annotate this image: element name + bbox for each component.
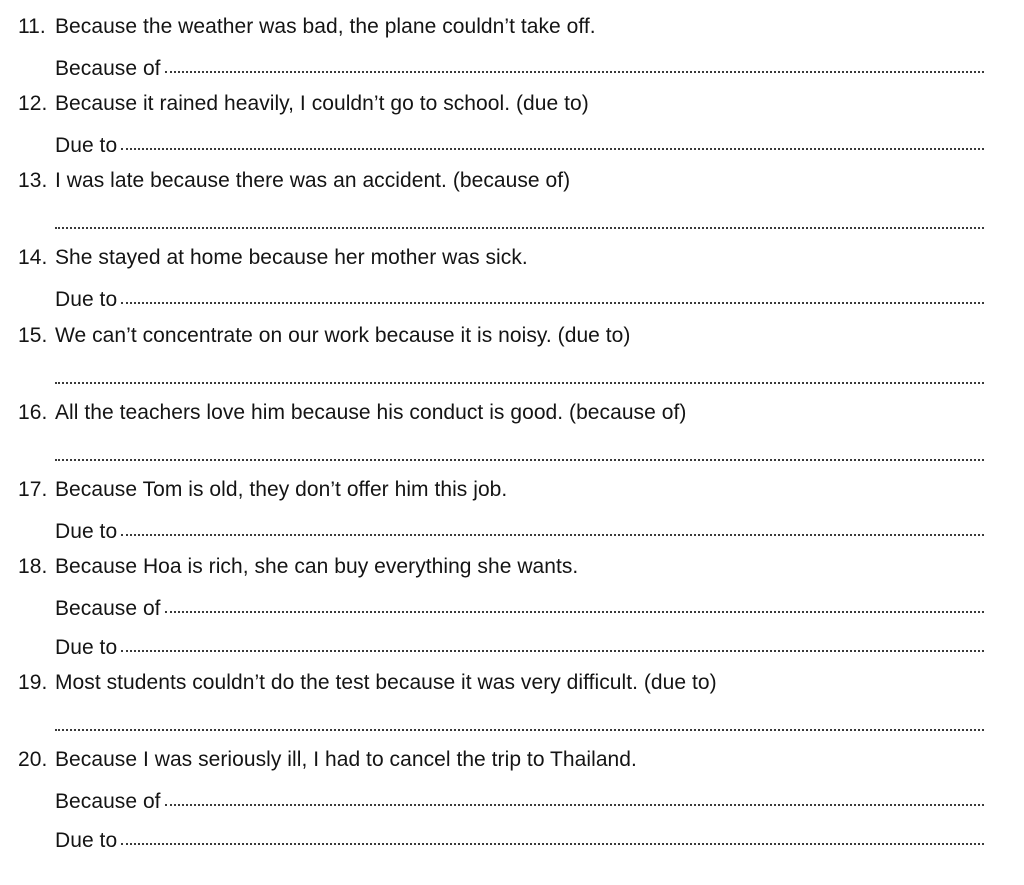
question-number: 16. bbox=[18, 400, 48, 424]
answer-line[interactable] bbox=[55, 514, 984, 542]
answer-blank[interactable] bbox=[121, 628, 984, 652]
question-row bbox=[0, 470, 1024, 509]
question-row bbox=[0, 7, 1024, 46]
answer-line[interactable] bbox=[55, 591, 984, 619]
answer-blank[interactable] bbox=[55, 205, 984, 229]
answer-blank[interactable] bbox=[55, 707, 984, 731]
answer-line[interactable] bbox=[55, 128, 984, 156]
answer-row bbox=[0, 432, 1024, 471]
question-row bbox=[0, 84, 1024, 123]
answer-blank[interactable] bbox=[121, 126, 984, 150]
answer-row bbox=[0, 779, 1024, 818]
question-number: 18. bbox=[18, 555, 48, 579]
answer-line[interactable] bbox=[55, 709, 984, 733]
question-number: 11. bbox=[18, 14, 46, 38]
answer-row bbox=[0, 46, 1024, 85]
question-row bbox=[0, 663, 1024, 702]
answer-label: Because of bbox=[55, 597, 161, 621]
question-text: We can’t concentrate on our work because it is noisy. (due to) bbox=[55, 323, 631, 347]
question-number: 14. bbox=[18, 246, 48, 270]
answer-blank[interactable] bbox=[121, 821, 984, 845]
question-row bbox=[0, 393, 1024, 432]
answer-row bbox=[0, 354, 1024, 393]
question-text: Because it rained heavily, I couldn’t go to school. (due to) bbox=[55, 91, 589, 115]
answer-line[interactable] bbox=[55, 823, 984, 851]
worksheet bbox=[0, 7, 1024, 856]
answer-blank[interactable] bbox=[165, 589, 984, 613]
answer-line[interactable] bbox=[55, 207, 984, 231]
question-text: Because Hoa is rich, she can buy everything she wants. bbox=[55, 555, 579, 579]
answer-row bbox=[0, 509, 1024, 548]
question-text: All the teachers love him because his conduct is good. (because of) bbox=[55, 400, 687, 424]
answer-row bbox=[0, 123, 1024, 162]
answer-line[interactable] bbox=[55, 282, 984, 310]
answer-row bbox=[0, 200, 1024, 239]
answer-label: Due to bbox=[55, 635, 118, 659]
question-number: 17. bbox=[18, 477, 48, 501]
answer-label: Because of bbox=[55, 56, 161, 80]
question-row bbox=[0, 740, 1024, 779]
question-number: 20. bbox=[18, 748, 48, 772]
answer-label: Because of bbox=[55, 790, 161, 814]
answer-line[interactable] bbox=[55, 51, 984, 79]
answer-blank[interactable] bbox=[121, 280, 984, 304]
answer-row bbox=[0, 625, 1024, 664]
question-row bbox=[0, 239, 1024, 278]
answer-line[interactable] bbox=[55, 362, 984, 386]
answer-blank[interactable] bbox=[55, 437, 984, 461]
answer-row bbox=[0, 586, 1024, 625]
question-text: Most students couldn’t do the test because it was very difficult. (due to) bbox=[55, 670, 717, 694]
question-text: She stayed at home because her mother was sick. bbox=[55, 246, 528, 270]
question-number: 13. bbox=[18, 169, 48, 193]
answer-row bbox=[0, 817, 1024, 856]
question-number: 19. bbox=[18, 670, 48, 694]
answer-label: Due to bbox=[55, 520, 118, 544]
answer-label: Due to bbox=[55, 828, 118, 852]
answer-blank[interactable] bbox=[121, 512, 984, 536]
question-text: Because I was seriously ill, I had to cancel the trip to Thailand. bbox=[55, 748, 637, 772]
answer-line[interactable] bbox=[55, 784, 984, 812]
answer-label: Due to bbox=[55, 288, 118, 312]
question-row bbox=[0, 161, 1024, 200]
answer-blank[interactable] bbox=[55, 360, 984, 384]
answer-row bbox=[0, 702, 1024, 741]
question-number: 12. bbox=[18, 91, 48, 115]
answer-label: Due to bbox=[55, 134, 118, 158]
question-row bbox=[0, 547, 1024, 586]
question-number: 15. bbox=[18, 323, 48, 347]
answer-row bbox=[0, 277, 1024, 316]
answer-blank[interactable] bbox=[165, 49, 984, 73]
question-text: Because the weather was bad, the plane couldn’t take off. bbox=[55, 14, 596, 38]
answer-blank[interactable] bbox=[165, 782, 984, 806]
answer-line[interactable] bbox=[55, 439, 984, 463]
answer-line[interactable] bbox=[55, 630, 984, 658]
question-text: I was late because there was an accident. (because of) bbox=[55, 169, 571, 193]
question-row bbox=[0, 316, 1024, 355]
question-text: Because Tom is old, they don’t offer him this job. bbox=[55, 477, 508, 501]
